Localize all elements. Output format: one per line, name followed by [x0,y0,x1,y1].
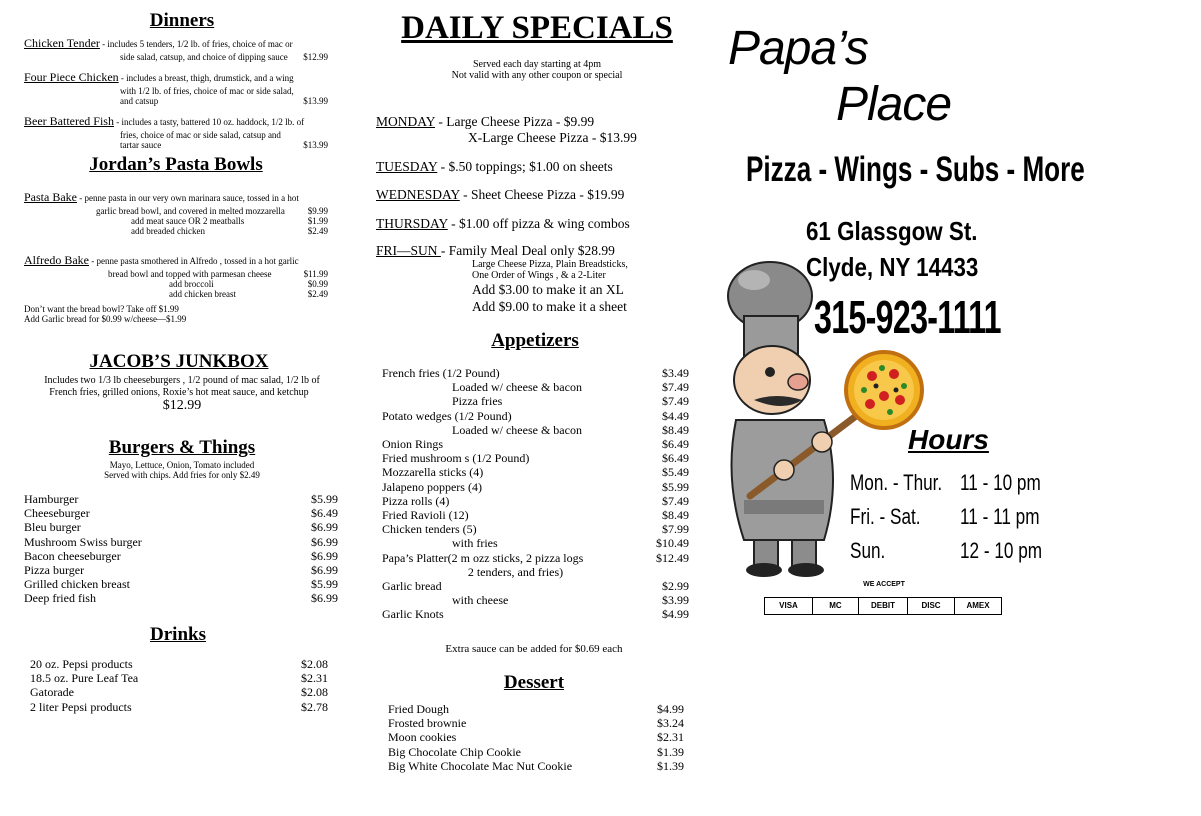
drinks-title: Drinks [150,624,206,645]
list-item [382,565,689,579]
dinner-sep: - [118,73,127,83]
list-item: Big Chocolate Chip Cookie $1.39 [388,744,684,759]
pasta-addon-price: $2.49 [307,289,328,299]
list-item [382,380,689,394]
special-day: MONDAY [376,114,436,129]
list-item: Hamburger $5.99 [24,492,338,506]
junkbox-desc: French fries, grilled onions, Roxie’s hot meat sauce, and ketchup [49,387,309,398]
appetizer-price: $7.49 [662,380,689,395]
appetizer-name: 2 tenders, and fries) [467,564,564,579]
appetizer-price: $2.99 [662,579,689,594]
appetizer-name: Papa’s Platter(2 m ozz sticks, 2 pizza logs [382,550,584,565]
appetizer-price: $4.49 [662,408,689,423]
list-item: 18.5 oz. Pure Leaf Tea $2.31 [30,671,328,686]
special-desc: - Family Meal Deal only $28.99 [440,243,615,258]
special-day: FRI—SUN [376,243,441,258]
dinner-name: Four Piece Chicken [24,70,119,84]
appetizer-price: $7.49 [662,493,689,508]
brand-tagline: Pizza - Wings - Subs - More [746,150,1085,189]
list-item [382,522,689,536]
appetizer-name: Mozzarella sticks (4) [382,465,484,480]
pasta-desc: bread bowl and topped with parmesan cheese [108,269,272,279]
appetizer-price: $10.49 [656,536,689,551]
pasta-addon-price: $0.99 [307,279,328,289]
special-wednesday [376,187,624,203]
dinner-sep: - [113,117,122,127]
payment-amex: AMEX [955,597,1002,615]
dinner-price: $12.99 [303,52,328,62]
pasta-note: Don’t want the bread bowl? Take off $1.99 [24,304,179,314]
list-item [382,366,689,380]
burgers-sub: Served with chips. Add fries for only $2.49 [104,470,260,480]
dinner-item [24,34,328,62]
appetizer-price: $8.49 [662,422,689,437]
appetizer-price: $7.99 [662,522,689,537]
appetizer-price: $8.49 [662,508,689,523]
dinner-desc: includes a tasty, battered 10 oz. haddock, 1/2 lb. of [121,117,305,127]
dinner-price: $13.99 [303,140,328,150]
pasta-desc: penne pasta in our very own marinara sauce, tossed in a hot [84,193,299,203]
burgers-title: Burgers & Things [108,437,256,458]
appetizer-price: $4.99 [662,607,689,622]
special-day: THURSDAY [376,216,448,231]
list-item [382,394,689,408]
pasta-addon-price: $1.99 [307,216,328,226]
appetizer-price: $5.99 [662,479,689,494]
list-item: Grilled chicken breast $5.99 [24,577,338,592]
dinner-desc: fries, choice of mac or side salad, catsup and [120,130,281,140]
list-item [382,494,689,508]
appetizers-title: Appetizers [491,330,579,351]
appetizer-price: $6.49 [662,451,689,466]
hours-row: Mon. - Thur. 11 - 10 pm [850,470,1041,495]
list-item [382,451,689,465]
burgers-list [24,492,338,606]
we-accept-label: WE ACCEPT [863,581,905,588]
hours-row: Fri. - Sat. 11 - 11 pm [850,504,1040,529]
address-line-1: 61 Glassgow St. [806,216,978,246]
appetizer-name: Loaded w/ cheese & bacon [452,422,582,437]
appetizer-name: Fried Ravioli (12) [382,508,469,523]
phone-number: 315-923-1111 [814,291,1001,343]
special-desc: - Large Cheese Pizza - $9.99 [435,114,595,129]
appetizer-price: $12.49 [656,550,689,565]
list-item: Fried Dough $4.99 [388,702,684,716]
appetizer-name: Jalapeno poppers (4) [382,479,482,494]
list-item [382,437,689,451]
appetizer-name: Potato wedges (1/2 Pound) [382,408,512,423]
dinner-desc: tartar sauce [120,140,162,150]
pasta-addon: add broccoli [169,279,214,289]
special-frisun [376,243,696,315]
list-item [382,480,689,494]
appetizer-name: Pizza fries [452,394,503,409]
dinner-desc: includes 5 tenders, 1/2 lb. of fries, choice of mac or [107,39,293,49]
list-item [382,551,689,565]
appetizer-name: Garlic bread [382,579,442,594]
hours-list [850,470,1056,572]
list-item: Frosted brownie $3.24 [388,716,684,731]
appetizer-name: Garlic Knots [382,607,444,622]
pasta-price: $9.99 [307,206,328,216]
pasta-addon: add meat sauce OR 2 meatballs [131,216,245,226]
dinner-sep: - [99,39,108,49]
special-day: WEDNESDAY [376,187,460,202]
junkbox-price: $12.99 [162,398,202,413]
appetizer-name: with fries [452,536,498,551]
list-item [382,508,689,522]
pasta-title: Jordan’s Pasta Bowls [89,154,263,175]
special-monday [376,114,696,146]
special-day: TUESDAY [376,159,438,174]
list-item: Big White Chocolate Mac Nut Cookie $1.39 [388,758,684,773]
special-desc: Add $3.00 to make it an XL [472,282,624,297]
appetizer-name: Loaded w/ cheese & bacon [452,380,582,395]
appetizer-price: $3.99 [662,593,689,608]
special-desc: X-Large Cheese Pizza - $13.99 [468,130,637,145]
list-item: 2 liter Pepsi products $2.78 [30,699,328,714]
payment-visa: VISA [764,597,813,615]
appetizer-price: $5.49 [662,465,689,480]
dinner-name: Beer Battered Fish [24,114,114,128]
special-desc: Add $9.00 to make it a sheet [472,299,627,314]
list-item [382,465,689,479]
appetizer-name: Chicken tenders (5) [382,522,477,537]
appetizer-name: French fries (1/2 Pound) [382,366,500,380]
payment-methods [764,597,1004,615]
pasta-addon-price: $2.49 [307,226,328,236]
appetizer-name: Pizza rolls (4) [382,493,450,508]
dinner-price: $13.99 [303,96,328,106]
pasta-bake-item [24,188,328,236]
appetizers-list [382,366,689,622]
hours-row: Sun. 12 - 10 pm [850,538,1043,563]
burgers-sub: Mayo, Lettuce, Onion, Tomato included [109,460,255,470]
dinner-desc: side salad, catsup, and choice of dipping sauce [120,52,288,62]
pasta-addon: add chicken breast [169,289,236,299]
dinner-item [24,68,328,106]
special-tuesday [376,159,613,175]
payment-mc: MC [813,597,859,615]
dinner-desc: includes a breast, thigh, drumstick, and a wing [126,73,294,83]
dinners-section [24,10,340,32]
appetizers-note: Extra sauce can be added for $0.69 each [445,643,623,655]
pasta-addon: add breaded chicken [131,226,205,236]
appetizer-name: Onion Rings [382,437,444,452]
special-thursday [376,216,630,232]
list-item: Bleu burger $6.99 [24,520,338,535]
list-item: Gatorade $2.08 [30,685,328,700]
dessert-list [388,702,684,773]
dinner-item [24,112,328,150]
dinners-title: Dinners [149,10,215,31]
payment-disc: DISC [908,597,955,615]
special-desc: - $1.00 off pizza & wing combos [447,216,630,231]
specials-sub: Served each day starting at 4pm [472,59,601,70]
list-item: 20 oz. Pepsi products $2.08 [30,657,328,671]
special-desc: - $.50 toppings; $1.00 on sheets [437,159,613,174]
pasta-name: Alfredo Bake [24,253,89,267]
brand-name-2: Place [836,78,952,131]
pasta-desc: penne pasta smothered in Alfredo , tossed in a hot garlic [96,256,299,266]
junkbox-title: JACOB’S JUNKBOX [89,351,269,372]
appetizer-price: $3.49 [662,366,689,380]
dessert-title: Dessert [503,672,565,693]
list-item: Deep fried fish $6.99 [24,591,338,606]
appetizer-price: $7.49 [662,394,689,409]
appetizer-price: $6.49 [662,437,689,452]
junkbox-desc: Includes two 1/3 lb cheeseburgers , 1/2 pound of mac salad, 1/2 lb of [44,375,320,386]
list-item: Bacon cheeseburger $6.99 [24,548,338,563]
hours-title: Hours [908,424,989,455]
list-item: Cheeseburger $6.49 [24,506,338,521]
list-item: Mushroom Swiss burger $6.99 [24,534,338,549]
pasta-desc: garlic bread bowl, and covered in melted mozzarella [96,206,285,216]
drinks-list [30,657,328,714]
alfredo-bake-item [24,251,328,299]
pasta-note: Add Garlic bread for $0.99 w/cheese—$1.99 [24,314,187,324]
special-desc: Large Cheese Pizza, Plain Breadsticks, [472,259,628,270]
pasta-price: $11.99 [303,269,328,279]
pasta-sep: - [88,256,97,266]
pasta-name: Pasta Bake [24,190,77,204]
dinner-desc: with 1/2 lb. of fries, choice of mac or side salad, [120,86,294,96]
special-desc: - Sheet Cheese Pizza - $19.99 [459,187,625,202]
list-item [382,579,689,593]
right-column [712,0,1085,816]
list-item [382,423,689,437]
pasta-sep: - [77,193,85,203]
list-item [382,607,689,621]
appetizer-name: Fried mushroom s (1/2 Pound) [382,451,530,466]
specials-title: DAILY SPECIALS [401,10,673,46]
list-item [382,593,689,607]
list-item: Pizza burger $6.99 [24,563,338,578]
brand-name-1: Papa’s [728,22,868,75]
list-item [382,409,689,423]
special-desc: One Order of Wings , & a 2-Liter [472,270,606,281]
dinner-name: Chicken Tender [24,36,100,50]
list-item: Moon cookies $2.31 [388,730,684,745]
appetizer-name: with cheese [452,593,509,608]
specials-sub: Not valid with any other coupon or special [451,70,623,81]
address-line-2: Clyde, NY 14433 [806,252,979,282]
list-item [382,536,689,550]
payment-debit: DEBIT [859,597,908,615]
dinner-desc: and catsup [120,96,159,106]
